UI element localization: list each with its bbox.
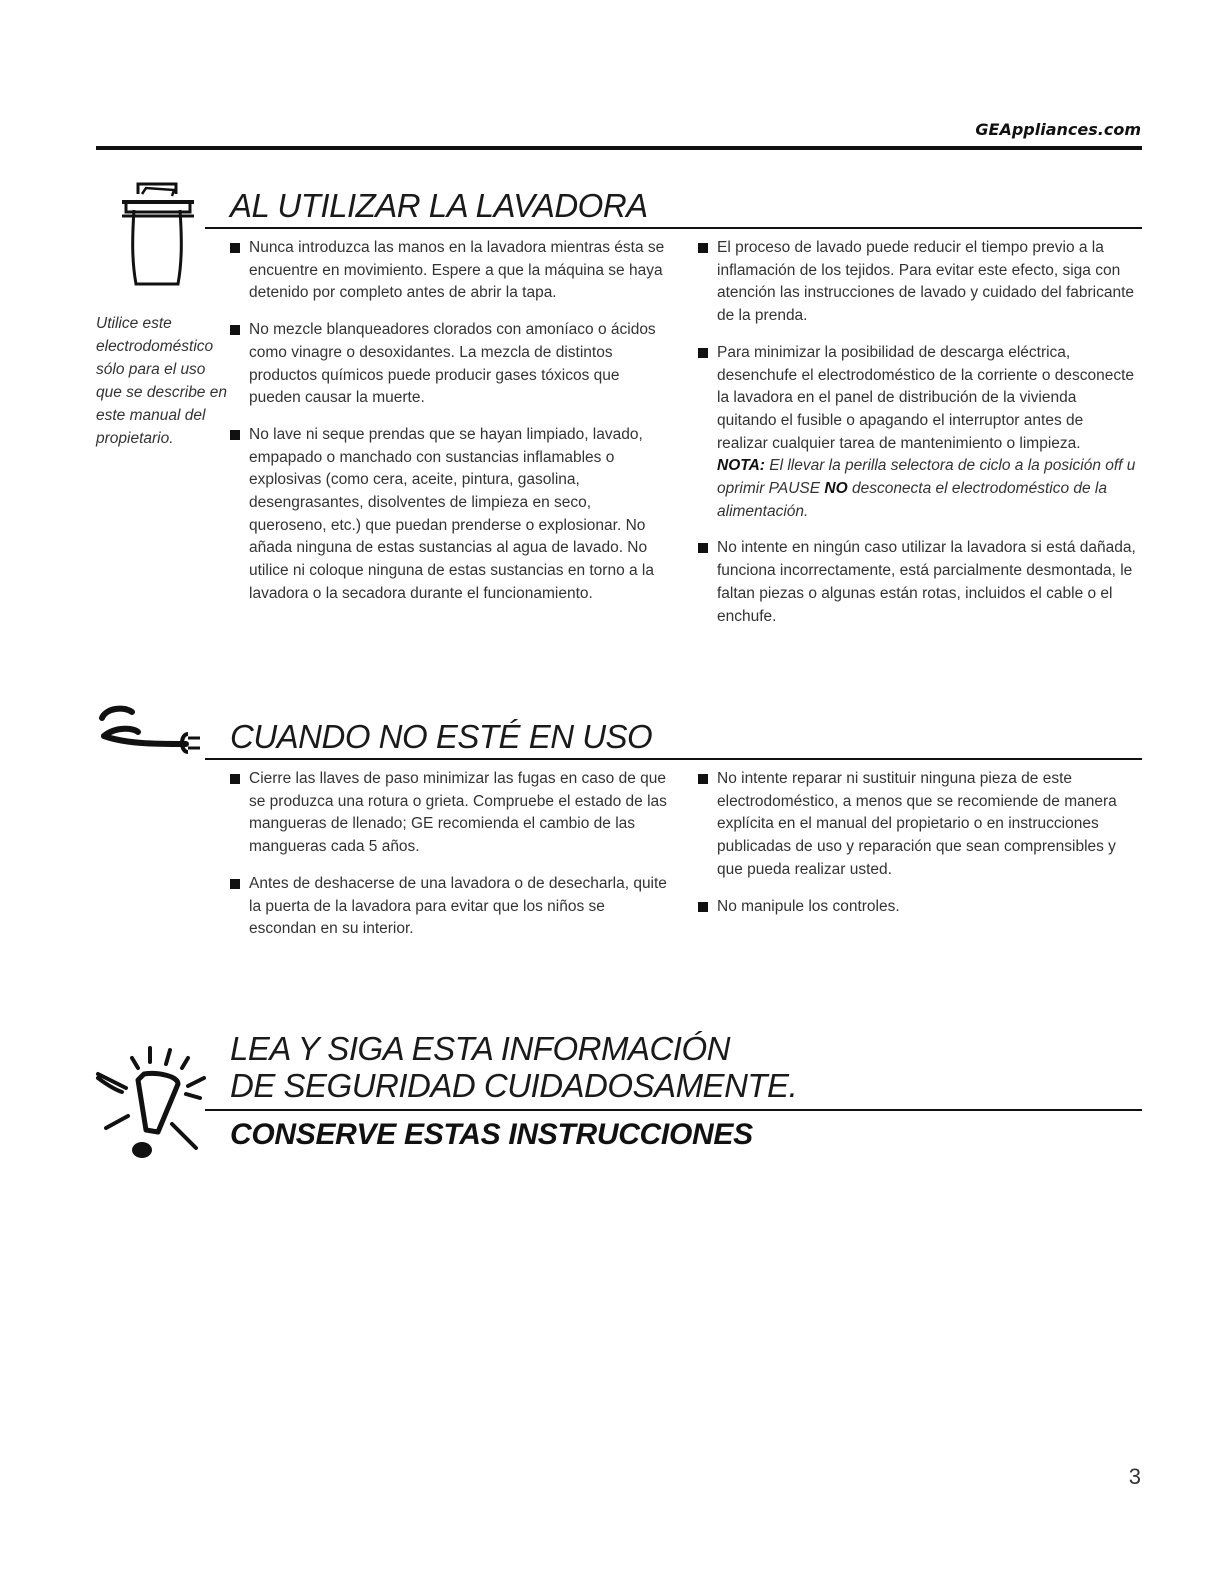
usage-note: Utilice este electrodoméstico sólo para el uso que se describe en este manual del propietario. — [96, 315, 227, 447]
list-item: El proceso de lavado puede reducir el tiempo previo a la inflamación de los tejidos. Para evitar este efecto, siga con atención las instrucciones de lavado y cuidado del fabricante de la prenda. — [698, 237, 1138, 328]
section-divider — [205, 227, 1142, 229]
section1-left-column — [230, 237, 670, 620]
section-title-not-in-use: CUANDO NO ESTÉ EN USO — [230, 718, 653, 755]
section-title-using-washer: AL UTILIZAR LA LAVADORA — [230, 187, 648, 224]
list-item: No intente reparar ni sustituir ninguna pieza de este electrodoméstico, a menos que se recomiende de manera explícita en el manual del propietario o en instrucciones publicadas de uso y reparación que sean comprensibles y que pueda realizar usted. — [698, 768, 1138, 882]
list-item: Antes de deshacerse de una lavadora o de desecharla, quite la puerta de la lavadora para evitar que los niños se escondan en su interior. — [230, 873, 670, 941]
website-label: GEAppliances.com — [975, 120, 1141, 139]
section1-right-column — [698, 237, 1138, 642]
section2-left-column — [230, 768, 670, 955]
note-text: desconecta el electrodoméstico de la alimentación. — [717, 480, 1107, 520]
section-divider — [205, 1109, 1142, 1111]
keep-instructions-title: CONSERVE ESTAS INSTRUCCIONES — [230, 1118, 753, 1151]
list-item-text: Para minimizar la posibilidad de descarga eléctrica, desenchufe el electrodoméstico de la corriente o desconecte la lavadora en el panel de distribución de la vivienda quitando el fusible o apagando el interruptor antes de realizar cualquier tarea de mantenimiento o limpieza. — [717, 343, 1135, 452]
header-divider — [96, 146, 1142, 150]
page-number: 3 — [1128, 1464, 1141, 1489]
section-divider — [205, 758, 1142, 760]
note-block — [717, 455, 1138, 523]
closing-heading-line1: LEA Y SIGA ESTA INFORMACIÓN — [230, 1030, 730, 1067]
list-item: No lave ni seque prendas que se hayan limpiado, lavado, empapado o manchado con sustancias inflamables o explosivas (como cera, aceite, pintura, gasolina, desengrasantes, disolventes de limpieza en seco, queroseno, etc.) que puedan prenderse o explosionar. No añada ninguna de estas sustancias al agua de lavado. No utilice ni coloque ninguna de estas sustancias en torno a la lavadora o la secadora durante el funcionamiento. — [230, 424, 670, 606]
plug-cord-icon — [96, 704, 216, 764]
list-item: No intente en ningún caso utilizar la lavadora si está dañada, funciona incorrectamente, está parcialmente desmontada, le faltan piezas o algunas están rotas, incluidos el cable o el enchufe. — [698, 537, 1138, 628]
closing-heading-line2: DE SEGURIDAD CUIDADOSAMENTE. — [230, 1067, 798, 1104]
list-item: Nunca introduzca las manos en la lavadora mientras ésta se encuentre en movimiento. Espere a que la máquina se haya detenido por completo antes de abrir la tapa. — [230, 237, 670, 305]
exclamation-icon — [92, 1040, 222, 1170]
washer-icon — [118, 180, 198, 295]
list-item: No manipule los controles. — [698, 896, 1138, 919]
list-item: No mezcle blanqueadores clorados con amoníaco o ácidos como vinagre o desoxidantes. La mezcla de distintos productos químicos puede producir gases tóxicos que pueden causar la muerte. — [230, 319, 670, 410]
note-emphasis: NO — [824, 480, 848, 498]
note-label: NOTA: — [717, 457, 765, 475]
list-item: Cierre las llaves de paso minimizar las fugas en caso de que se produzca una rotura o grieta. Compruebe el estado de las mangueras de llenado; GE recomienda el cambio de las mangueras cada 5 años. — [230, 768, 670, 859]
section2-right-column — [698, 768, 1138, 932]
note-text: El llevar la perilla selectora de ciclo a la posición off u oprimir PAUSE — [717, 457, 1136, 498]
list-item — [698, 342, 1138, 524]
